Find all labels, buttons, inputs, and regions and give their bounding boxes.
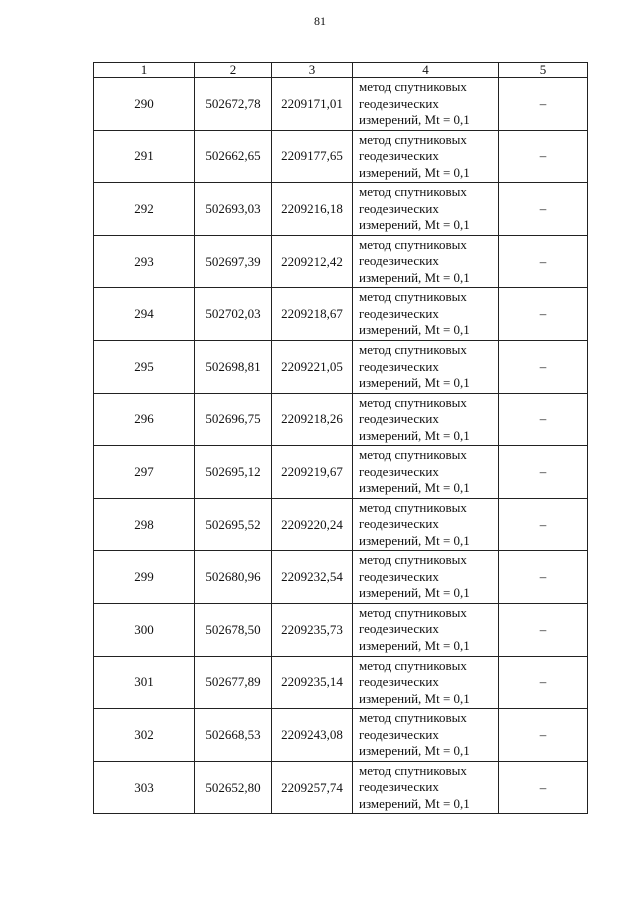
method-line: измерений, Mt = 0,1 [359, 322, 470, 338]
x-coordinate-cell: 502698,81 [195, 340, 272, 393]
method-line: геодезических [359, 305, 439, 321]
point-number-cell: 302 [94, 709, 195, 762]
method-line: измерений, Mt = 0,1 [359, 375, 470, 391]
method-line: метод спутниковых [359, 604, 467, 620]
point-number-cell: 292 [94, 183, 195, 236]
method-line: измерений, Mt = 0,1 [359, 164, 470, 180]
method-line: метод спутниковых [359, 236, 467, 252]
x-coordinate-cell: 502696,75 [195, 393, 272, 446]
note-cell: – [499, 183, 588, 236]
method-line: измерений, Mt = 0,1 [359, 743, 470, 759]
note-cell: – [499, 656, 588, 709]
method-line: геодезических [359, 674, 439, 690]
method-cell [353, 78, 499, 131]
note-cell: – [499, 78, 588, 131]
table-row [94, 761, 588, 814]
note-cell: – [499, 288, 588, 341]
page-number: 81 [314, 14, 326, 28]
x-coordinate-cell: 502680,96 [195, 551, 272, 604]
method-line: геодезических [359, 516, 439, 532]
y-coordinate-cell: 2209243,08 [272, 709, 353, 762]
method-line: измерений, Mt = 0,1 [359, 795, 470, 811]
method-cell [353, 288, 499, 341]
method-line: геодезических [359, 621, 439, 637]
table-row [94, 130, 588, 183]
method-line: измерений, Mt = 0,1 [359, 690, 470, 706]
x-coordinate-cell: 502693,03 [195, 183, 272, 236]
note-cell: – [499, 446, 588, 499]
x-coordinate-cell: 502677,89 [195, 656, 272, 709]
method-cell [353, 761, 499, 814]
table-row [94, 393, 588, 446]
method-line: измерений, Mt = 0,1 [359, 427, 470, 443]
method-cell [353, 183, 499, 236]
method-line: метод спутниковых [359, 79, 467, 95]
method-line: метод спутниковых [359, 394, 467, 410]
method-line: метод спутниковых [359, 131, 467, 147]
method-line: метод спутниковых [359, 447, 467, 463]
y-coordinate-cell: 2209257,74 [272, 761, 353, 814]
y-coordinate-cell: 2209218,67 [272, 288, 353, 341]
table-row [94, 446, 588, 499]
point-number-cell: 298 [94, 498, 195, 551]
x-coordinate-cell: 502668,53 [195, 709, 272, 762]
x-coordinate-cell: 502672,78 [195, 78, 272, 131]
method-cell [353, 551, 499, 604]
note-cell: – [499, 130, 588, 183]
point-number-cell: 296 [94, 393, 195, 446]
note-cell: – [499, 551, 588, 604]
method-cell [353, 340, 499, 393]
method-line: геодезических [359, 253, 439, 269]
y-coordinate-cell: 2209216,18 [272, 183, 353, 236]
y-coordinate-cell: 2209221,05 [272, 340, 353, 393]
note-cell: – [499, 761, 588, 814]
y-coordinate-cell: 2209235,73 [272, 603, 353, 656]
method-cell [353, 603, 499, 656]
table-row [94, 78, 588, 131]
method-line: метод спутниковых [359, 342, 467, 358]
point-number-cell: 291 [94, 130, 195, 183]
method-line: геодезических [359, 463, 439, 479]
method-line: измерений, Mt = 0,1 [359, 532, 470, 548]
method-line: геодезических [359, 200, 439, 216]
column-header-2: 2 [195, 63, 272, 78]
point-number-cell: 300 [94, 603, 195, 656]
method-line: геодезических [359, 779, 439, 795]
method-line: геодезических [359, 411, 439, 427]
point-number-cell: 301 [94, 656, 195, 709]
y-coordinate-cell: 2209177,65 [272, 130, 353, 183]
method-line: геодезических [359, 568, 439, 584]
method-line: геодезических [359, 726, 439, 742]
method-line: геодезических [359, 148, 439, 164]
y-coordinate-cell: 2209219,67 [272, 446, 353, 499]
method-line: метод спутниковых [359, 657, 467, 673]
method-cell [353, 235, 499, 288]
method-cell [353, 130, 499, 183]
method-cell [353, 709, 499, 762]
method-line: метод спутниковых [359, 710, 467, 726]
x-coordinate-cell: 502695,12 [195, 446, 272, 499]
x-coordinate-cell: 502652,80 [195, 761, 272, 814]
method-line: измерений, Mt = 0,1 [359, 480, 470, 496]
y-coordinate-cell: 2209235,14 [272, 656, 353, 709]
method-line: геодезических [359, 95, 439, 111]
method-line: метод спутниковых [359, 184, 467, 200]
note-cell: – [499, 393, 588, 446]
column-header-3: 3 [272, 63, 353, 78]
x-coordinate-cell: 502678,50 [195, 603, 272, 656]
point-number-cell: 299 [94, 551, 195, 604]
note-cell: – [499, 340, 588, 393]
header-row [94, 63, 588, 78]
column-header-1: 1 [94, 63, 195, 78]
method-line: измерений, Mt = 0,1 [359, 112, 470, 128]
x-coordinate-cell: 502702,03 [195, 288, 272, 341]
method-cell [353, 656, 499, 709]
column-header-5: 5 [499, 63, 588, 78]
column-header-4: 4 [353, 63, 499, 78]
point-number-cell: 293 [94, 235, 195, 288]
y-coordinate-cell: 2209232,54 [272, 551, 353, 604]
note-cell: – [499, 709, 588, 762]
y-coordinate-cell: 2209218,26 [272, 393, 353, 446]
y-coordinate-cell: 2209171,01 [272, 78, 353, 131]
y-coordinate-cell: 2209220,24 [272, 498, 353, 551]
x-coordinate-cell: 502662,65 [195, 130, 272, 183]
table-row [94, 340, 588, 393]
table-row [94, 603, 588, 656]
method-line: измерений, Mt = 0,1 [359, 585, 470, 601]
table-row [94, 235, 588, 288]
coordinates-table [93, 62, 588, 814]
note-cell: – [499, 235, 588, 288]
method-cell [353, 393, 499, 446]
method-line: метод спутниковых [359, 552, 467, 568]
table-row [94, 709, 588, 762]
note-cell: – [499, 498, 588, 551]
method-cell [353, 446, 499, 499]
method-line: метод спутниковых [359, 289, 467, 305]
x-coordinate-cell: 502695,52 [195, 498, 272, 551]
point-number-cell: 295 [94, 340, 195, 393]
method-line: геодезических [359, 358, 439, 374]
table-row [94, 656, 588, 709]
table-row [94, 551, 588, 604]
method-line: метод спутниковых [359, 499, 467, 515]
point-number-cell: 290 [94, 78, 195, 131]
method-line: измерений, Mt = 0,1 [359, 637, 470, 653]
y-coordinate-cell: 2209212,42 [272, 235, 353, 288]
point-number-cell: 294 [94, 288, 195, 341]
x-coordinate-cell: 502697,39 [195, 235, 272, 288]
method-line: метод спутниковых [359, 762, 467, 778]
method-line: измерений, Mt = 0,1 [359, 217, 470, 233]
table-body [94, 78, 588, 814]
note-cell: – [499, 603, 588, 656]
method-cell [353, 498, 499, 551]
method-line: измерений, Mt = 0,1 [359, 269, 470, 285]
table-row [94, 183, 588, 236]
table-row [94, 288, 588, 341]
point-number-cell: 297 [94, 446, 195, 499]
table-row [94, 498, 588, 551]
point-number-cell: 303 [94, 761, 195, 814]
